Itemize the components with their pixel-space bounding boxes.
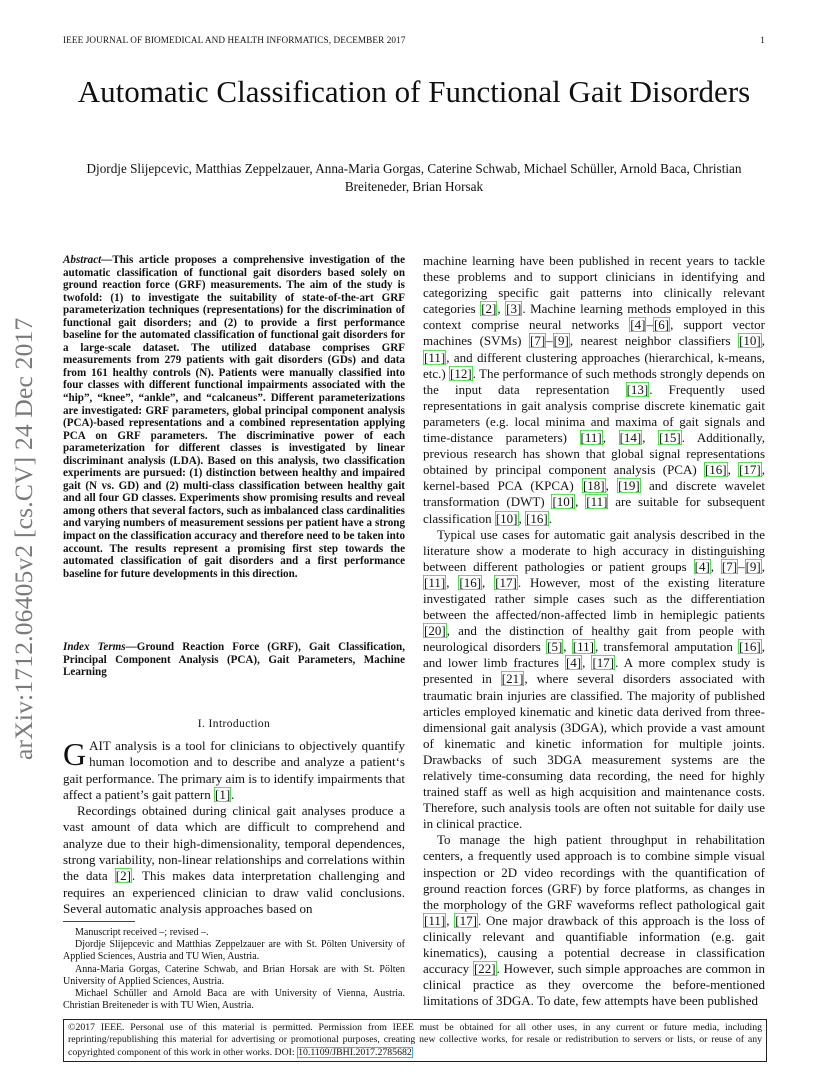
body-text: , bbox=[602, 430, 619, 446]
footnote: Manuscript received –; revised –. bbox=[75, 927, 209, 938]
body-text: , bbox=[482, 574, 495, 590]
body-text: , bbox=[446, 912, 455, 928]
abstract-text: —This article proposes a comprehensive investigation of the automatic classification of functional gait disorders based solely on ground reaction force (GRF) measurements. The aim of the study is twofold: (1) to investigate the suitability of state-of-the-art GRF parameterization techniques (representations) for the discrimination of functional gait disorders; and (2) to provide a first performance baseline for the automated classification of functional gait disorders for a large-scale dataset. The utilized database comprises GRF measurements from 279 patients with gait disorders (GDs) and data from 161 healthy controls (N). Patients were manually classified into four classes with different functional impairments associated with the “hip”, “knee”, “ankle”, and “calcaneus”. Different parameterizations are investigated: GRF parameters, global principal component analysis (PCA)-based representations and a combined representation applying PCA on GRF parameters. The discriminative power of each parameterization for different classes is investigated by linear discriminant analysis (LDA). Based on this analysis, two classification experiments are pursued: (1) distinction between healthy and impaired gait (N vs. GD) and (2) multi-class classification between healthy gait and all four GD classes. Experiments show promising results and reveal among others that several factors, such as imbalanced class cardinalities and varying numbers of measurement sessions per patient have a strong impact on the classification accuracy and therefore need to be taken into account. The results represent a promising first step towards the automated classification of gait disorders and a first performance baseline for future developments in this direction. bbox=[63, 254, 405, 580]
citation-link[interactable]: [4] bbox=[694, 558, 710, 574]
citation-link[interactable]: [19] bbox=[618, 478, 640, 494]
footnotes bbox=[63, 927, 405, 1012]
body-paragraph bbox=[423, 832, 765, 1009]
body-text: , support vector machines (SVMs) bbox=[423, 317, 765, 349]
citation-link[interactable]: [5] bbox=[547, 639, 563, 655]
paper-title: Automatic Classification of Functional Gait Disorders bbox=[77, 74, 751, 109]
body-text: . However, most of the existing literature investigated rather simple cases such as the differentiation between the affected/non-affected limb in hemiplegic patients bbox=[423, 574, 766, 623]
footnote: Anna-Maria Gorgas, Caterine Schwab, and Brian Horsak are with St. Pölten University of Applied Sciences, Austria. bbox=[63, 963, 405, 987]
citation-link[interactable]: [16] bbox=[739, 639, 761, 655]
body-text: , bbox=[563, 639, 572, 655]
body-text: To manage the high patient throughput in rehabilitation centers, a frequently used approach is to combine simple visual inspection or 2D video recordings with the quantification of ground reaction forces (GRF) by force platforms, as changes in the morphology of the GRF waveforms reflect pathological gait bbox=[423, 832, 765, 912]
citation-link[interactable]: [4] bbox=[565, 655, 582, 671]
citation-link[interactable]: [17] bbox=[455, 912, 477, 928]
copyright-notice: ©2017 IEEE. Personal use of this material is permitted. Permission from IEEE must be obtained for all other uses, in any current or future media, including reprinting/republishing this material for advertising or promotional purposes, creating new collective works, for resale or redistribution to servers or lists, or reuse of any copyrighted component of this work in other works. DOI: 10.1109/JBHI.2017.2785682 bbox=[63, 1019, 767, 1062]
index-terms-text: —Ground Reaction Force (GRF), Gait Classification, Principal Component Analysis (PCA), Gait Parameters, Machine Learning bbox=[63, 641, 405, 679]
citation-link[interactable]: [4] bbox=[630, 317, 646, 333]
intro-paragraph: Recordings obtained during clinical gait analyses produce a vast amount of data which are difficult to comprehend and analyze due to their high-dimensionality, temporal dependences, strong variability, non-linear relationships and correlations within the data [2]. This makes data interpretation challenging and requires an experienced clinician to draw valid conclusions. Several automatic analysis approaches based on bbox=[63, 803, 405, 916]
citation-link[interactable]: [11] bbox=[424, 349, 446, 365]
body-text: . A more complex study is presented in bbox=[423, 655, 765, 687]
body-text: , bbox=[575, 494, 586, 510]
running-header bbox=[63, 35, 765, 45]
citation-link[interactable]: [16] bbox=[459, 574, 482, 590]
body-text: , and lower limb fractures bbox=[423, 639, 765, 671]
arxiv-stamp: arXiv:1712.06405v2 [cs.CV] 24 Dec 2017 bbox=[9, 317, 38, 760]
citation-link[interactable]: [22] bbox=[473, 961, 496, 977]
journal-name: IEEE JOURNAL OF BIOMEDICAL AND HEALTH INFORMATICS, DECEMBER 2017 bbox=[63, 35, 406, 45]
citation-link[interactable]: [11] bbox=[424, 574, 446, 590]
citation-link[interactable]: [9] bbox=[745, 558, 761, 574]
citation-link[interactable]: [9] bbox=[553, 333, 569, 349]
body-text: , and different clustering approaches (hierarchical, k-means, etc.) bbox=[423, 349, 765, 381]
citation-link[interactable]: [12] bbox=[450, 365, 472, 381]
citation-link[interactable]: [7] bbox=[529, 333, 546, 349]
intro-paragraph: GAIT analysis is a tool for clinicians to objectively quantify human locomotion and to describe and analyze a patient‘s gait performance. The primary aim is to identify impairments that affect a patient’s gait pattern [1]. bbox=[63, 736, 405, 802]
footnote: Michael Schüller and Arnold Baca are with University of Vienna, Austria. Christian Breiteneder is with TU Wien, Austria. bbox=[63, 988, 405, 1012]
citation-link[interactable]: [11] bbox=[572, 639, 594, 655]
drop-cap: G bbox=[63, 736, 87, 772]
citation-link[interactable]: [1] bbox=[215, 786, 231, 802]
index-terms-lead: Index Terms bbox=[63, 641, 126, 653]
body-text: machine learning have been published in recent years to tackle these problems and to support clinicians in identifying and categorizing specific gait patterns into clinically relevant categories bbox=[423, 253, 765, 317]
body-text: Typical use cases for automatic gait analysis described in the literature show a moderate to high accuracy in distinguishing between different pathologies or patient groups bbox=[423, 526, 765, 574]
section-heading: I. Introduction bbox=[197, 718, 271, 730]
body-text: , bbox=[710, 558, 721, 574]
citation-link[interactable]: [10] bbox=[495, 510, 518, 526]
body-text: . The performance of such methods strongly depends on the input data representation bbox=[423, 365, 766, 397]
body-text: . Frequently used representations in gait analysis comprise discrete kinematic gait parameters (e.g. local minima and maxima of gait signals and time-distance parameters) bbox=[423, 381, 765, 446]
citation-link[interactable]: [17] bbox=[495, 574, 517, 590]
body-text: – bbox=[646, 317, 653, 333]
body-text: , where several disorders associated with traumatic brain injuries are classified. The majority of published articles employed kinematic and kinetic data derived from three-dimensional gait analysis (3DGA), which provide a vast amount of kinematic and kinetic information for multiple joints. Drawbacks of such 3DGA measurement systems are the relatively time-consuming data recording, the need for highly trained staff as well as high acquisition and maintenance costs. Therefore, such analysis tools are often not suitable for daily use in clinical practice. bbox=[423, 671, 765, 832]
citation-link[interactable]: [18] bbox=[582, 478, 605, 494]
body-text: , bbox=[582, 655, 592, 671]
body-text: and discrete wavelet transformation (DWT) bbox=[423, 478, 766, 510]
index-terms bbox=[63, 641, 405, 679]
citation-link[interactable]: [10] bbox=[739, 333, 761, 349]
citation-link[interactable]: [16] bbox=[704, 462, 727, 478]
citation-link[interactable]: [2] bbox=[115, 868, 131, 884]
abstract bbox=[63, 254, 405, 580]
citation-link[interactable]: [15] bbox=[659, 430, 681, 446]
body-text: are suitable for subsequent classification bbox=[423, 494, 766, 526]
citation-link[interactable]: [2] bbox=[481, 301, 497, 317]
body-text: , bbox=[518, 510, 526, 526]
body-text: , bbox=[642, 430, 659, 446]
body-text: , and the distinction of healthy gait from people with neurological disorders bbox=[423, 623, 765, 655]
body-text: – bbox=[546, 333, 553, 349]
citation-link[interactable]: [17] bbox=[592, 655, 615, 671]
body-text: , kernel-based PCA (KPCA) bbox=[423, 462, 766, 494]
body-text: , nearest neighbor classifiers bbox=[569, 333, 739, 349]
body-text: , transfemoral amputation bbox=[594, 639, 739, 655]
body-text: , bbox=[761, 558, 765, 574]
body-text: , bbox=[727, 462, 739, 478]
body-text: . Machine learning methods employed in this context comprise neural networks bbox=[423, 301, 765, 333]
body-paragraph bbox=[423, 253, 765, 527]
citation-link[interactable]: [21] bbox=[501, 671, 524, 687]
citation-link[interactable]: [7] bbox=[721, 558, 738, 574]
citation-link[interactable]: [6] bbox=[653, 317, 670, 333]
body-text: – bbox=[738, 558, 745, 574]
body-text: . Additionally, previous research has shown that global signal representations obtained by principal component analysis (PCA) bbox=[423, 430, 766, 478]
citation-link[interactable]: [17] bbox=[739, 462, 761, 478]
body-text: . bbox=[548, 510, 552, 526]
citation-link[interactable]: [10] bbox=[552, 494, 575, 510]
body-text: , bbox=[761, 333, 765, 349]
body-paragraph bbox=[423, 527, 765, 833]
citation-link[interactable]: [11] bbox=[586, 494, 608, 510]
citation-link[interactable]: [11] bbox=[424, 912, 446, 928]
body-text: . However, such simple approaches are common in clinical practice as they overcome the before-mentioned limitations of 3DGA. To date, few attempts have been published bbox=[423, 961, 766, 1009]
author-list: Djordje Slijepcevic, Matthias Zeppelzauer, Anna-Maria Gorgas, Caterine Schwab, Michael Schüller, Arnold Baca, Christian Breiteneder, Brian Horsak bbox=[86, 161, 742, 194]
body-text: . One major drawback of this approach is the loss of clinically relevant and quantifiable information (e.g. gait kinematics), causing a potential decrease in classification accuracy bbox=[423, 912, 765, 977]
page-number: 1 bbox=[760, 35, 765, 45]
citation-link[interactable]: [13] bbox=[626, 381, 649, 397]
introduction-body bbox=[63, 738, 405, 917]
footnote-rule bbox=[63, 921, 135, 922]
right-column-body bbox=[423, 253, 765, 1009]
body-text: , bbox=[605, 478, 618, 494]
footnote: Djordje Slijepcevic and Matthias Zeppelzauer are with St. Pölten University of Applied Sciences, Austria and TU Wien, Austria. bbox=[63, 939, 405, 963]
body-text: , bbox=[446, 574, 459, 590]
citation-link[interactable]: [14] bbox=[619, 430, 642, 446]
abstract-lead: Abstract bbox=[63, 254, 102, 266]
citation-link[interactable]: [3] bbox=[506, 301, 522, 317]
citation-link[interactable]: [16] bbox=[526, 510, 548, 526]
citation-link[interactable]: [11] bbox=[580, 430, 602, 446]
citation-link[interactable]: [20] bbox=[424, 623, 446, 639]
body-text: , bbox=[497, 301, 506, 317]
doi-link[interactable]: 10.1109/JBHI.2017.2785682 bbox=[298, 1046, 412, 1058]
